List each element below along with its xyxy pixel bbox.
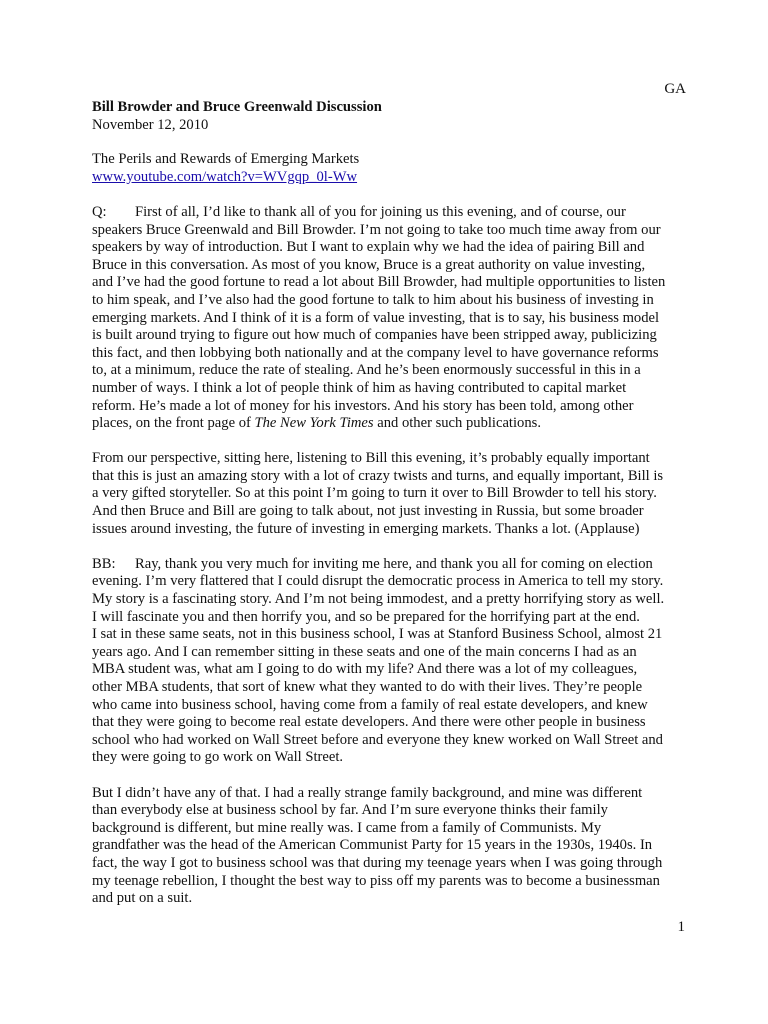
paragraph-line: From our perspective, sitting here, listening to Bill this evening, it’s probably equally important — [92, 450, 650, 467]
paragraph-line: who came into business school, having come from a family of real estate developers, and knew — [92, 696, 648, 713]
paragraph-line: Q: First of all, I’d like to thank all of you for joining us this evening, and of course, our — [92, 203, 626, 220]
paragraph-line: a very gifted storyteller. So at this point I’m going to turn it over to Bill Browder to tell his story. — [92, 485, 657, 502]
paragraph-line: is built around trying to figure out how much of companies have been stripped away, publicizing — [92, 327, 657, 344]
paragraph-line: reform. He’s made a lot of money for his investors. And his story has been told, among other — [92, 397, 634, 414]
paragraph-line: emerging markets. And I think of it is a form of value investing, that is to say, his business model — [92, 309, 660, 326]
spacer — [92, 186, 694, 204]
paragraph-line: My story is a fascinating story. And I’m not being immodest, and a pretty horrifying story as well. — [92, 591, 665, 608]
spacer — [92, 433, 694, 451]
paragraph-line: they were going to go work on Wall Street. — [92, 749, 344, 766]
paragraph-bb-intro — [92, 556, 694, 767]
paragraph-line: that this is just an amazing story with a lot of crazy twists and turns, and equally important, Bill is — [92, 467, 664, 484]
paragraph-line: I will fascinate you and then horrify you, and so be prepared for the horrifying part at the end. — [92, 608, 640, 625]
paragraph-line: Bruce in this conversation. As most of you know, Bruce is a great authority on value investing, — [92, 256, 646, 273]
paragraph-line: I sat in these same seats, not in this business school, I was at Stanford Business School, almost 21 — [92, 626, 663, 643]
paragraph-line: And then Bruce and Bill are going to talk about, not just investing in Russia, but some broader — [92, 503, 644, 520]
spacer — [92, 767, 694, 785]
header-initials: GA — [664, 81, 686, 97]
paragraph-line: that they were going to become real estate developers. And there were other people in business — [92, 714, 646, 731]
document-title: Bill Browder and Bruce Greenwald Discussion — [92, 99, 382, 115]
paragraph-line: background is different, but mine really was. I came from a family of Communists. My — [92, 819, 602, 836]
paragraph-line: But I didn’t have any of that. I had a really strange family background, and mine was different — [92, 784, 643, 801]
paragraph-q-intro — [92, 204, 694, 433]
publication-title: The New York Times — [254, 415, 374, 432]
paragraph-line: to, at a minimum, reduce the rate of stealing. And he’s been enormously successful in this in a — [92, 362, 641, 379]
youtube-link[interactable]: www.youtube.com/watch?v=WVgqp_0l-Ww — [92, 168, 358, 185]
paragraph-line: evening. I’m very flattered that I could disrupt the democratic process in America to tell my story. — [92, 573, 664, 590]
paragraph-line: fact, the way I got to business school was that during my teenage years when I was going through — [92, 854, 663, 871]
paragraph-line: and put on a suit. — [92, 890, 193, 907]
paragraph-bb-background — [92, 785, 694, 908]
paragraph-q-perspective — [92, 450, 694, 538]
paragraph-line: and I’ve had the good fortune to read a lot about Bill Browder, had multiple opportunities to listen — [92, 274, 666, 291]
paragraph-line: than everybody else at business school by far. And I’m sure everyone thinks their family — [92, 802, 608, 819]
paragraph-line: speakers Bruce Greenwald and Bill Browder. I’m not going to take too much time away from our — [92, 221, 661, 238]
document-subtitle: The Perils and Rewards of Emerging Markets — [92, 151, 360, 168]
paragraph-line: this fact, and then lobbying both nationally and at the company level to have governance reforms — [92, 344, 659, 361]
paragraph-line: other MBA students, that sort of knew what they wanted to do with their lives. They’re people — [92, 679, 643, 695]
document-body — [92, 99, 694, 908]
paragraph-line: grandfather was the head of the American Communist Party for 15 years in the 1930s, 1940s. In — [92, 837, 653, 854]
document-date: November 12, 2010 — [92, 116, 209, 133]
page-number: 1 — [677, 919, 685, 935]
speaker-label: BB: — [92, 555, 116, 572]
speaker-label: Q: — [92, 203, 107, 220]
paragraph-line: to him speak, and I’ve also had the good fortune to talk to him about his business of investing in — [92, 291, 654, 308]
paragraph-line: issues around investing, the future of investing in emerging markets. Thanks a lot. (Applause) — [92, 520, 640, 537]
spacer — [92, 538, 694, 556]
paragraph-line: MBA student was, what am I going to do with my life? And there was a lot of my colleagues, — [92, 661, 638, 678]
paragraph-line: speakers by way of introduction. But I want to explain why we had the idea of pairing Bill and — [92, 239, 645, 256]
paragraph-line: my teenage rebellion, I thought the best way to piss off my parents was to become a businessman — [92, 872, 660, 889]
paragraph-line: school who had worked on Wall Street before and everyone they knew worked on Wall Street and — [92, 731, 663, 748]
paragraph-line: years ago. And I can remember sitting in these seats and one of the main concerns I had as an — [92, 643, 637, 660]
paragraph-line: number of ways. I think a lot of people think of him as having contributed to capital market — [92, 379, 627, 396]
paragraph-line: BB: Ray, thank you very much for inviting me here, and thank you all for coming on election — [92, 555, 653, 572]
paragraph-line: places, on the front page of The New York Times and other such publications. — [92, 415, 541, 432]
